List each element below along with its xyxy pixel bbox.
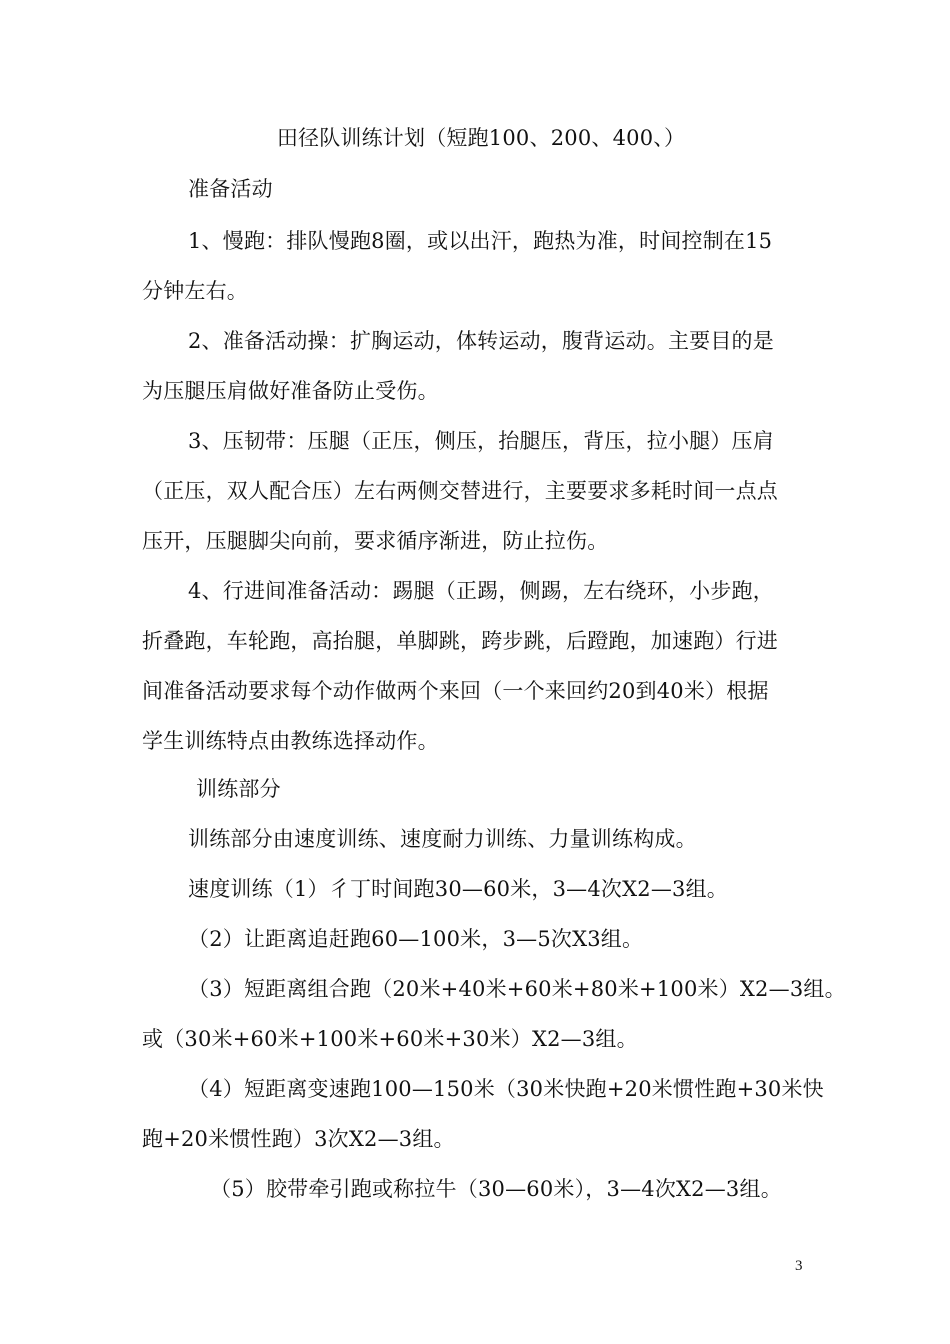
section-heading-training: 训练部分 xyxy=(196,777,281,801)
section-heading-warmup: 准备活动 xyxy=(188,177,273,201)
paragraph-line: 4、行进间准备活动：踢腿（正踢，侧踢，左右绕环，小步跑， xyxy=(188,579,774,603)
paragraph-line: 速度训练（1）彳丁时间跑30—60米，3—4次X2—3组。 xyxy=(188,877,728,901)
paragraph-line: 折叠跑，车轮跑，高抬腿，单脚跳，跨步跳，后蹬跑，加速跑）行进 xyxy=(142,629,778,653)
paragraph-line: 学生训练特点由教练选择动作。 xyxy=(142,729,439,753)
document-title: 田径队训练计划（短跑100、200、400、） xyxy=(276,126,686,150)
page-number: 3 xyxy=(795,1258,803,1274)
paragraph-line: 压开，压腿脚尖向前，要求循序渐进，防止拉伤。 xyxy=(142,529,609,553)
paragraph-line: 跑+20米惯性跑）3次X2—3组。 xyxy=(142,1127,455,1151)
paragraph-line: 或（30米+60米+100米+60米+30米）X2—3组。 xyxy=(142,1027,638,1051)
paragraph-line: （2）让距离追赶跑60—100米，3—5次X3组。 xyxy=(188,927,644,951)
paragraph-line: 为压腿压肩做好准备防止受伤。 xyxy=(142,379,439,403)
paragraph-line: （5）胶带牵引跑或称拉牛（30—60米），3—4次X2—3组。 xyxy=(210,1177,782,1201)
paragraph-line: （正压，双人配合压）左右两侧交替进行，主要要求多耗时间一点点 xyxy=(142,479,778,503)
paragraph-line: 分钟左右。 xyxy=(142,279,248,303)
paragraph-line: （4）短距离变速跑100—150米（30米快跑+20米惯性跑+30米快 xyxy=(188,1077,824,1101)
paragraph-line: 3、压韧带：压腿（正压，侧压，抬腿压，背压，拉小腿）压肩 xyxy=(188,429,774,453)
paragraph-line: （3）短距离组合跑（20米+40米+60米+80米+100米）X2—3组。 xyxy=(188,977,846,1001)
paragraph-line: 训练部分由速度训练、速度耐力训练、力量训练构成。 xyxy=(188,827,697,851)
paragraph-line: 2、准备活动操：扩胸运动，体转运动，腹背运动。主要目的是 xyxy=(188,329,774,353)
paragraph-line: 间准备活动要求每个动作做两个来回（一个来回约20到40米）根据 xyxy=(142,679,769,703)
paragraph-line: 1、慢跑：排队慢跑8圈，或以出汗，跑热为准，时间控制在15 xyxy=(188,229,773,253)
